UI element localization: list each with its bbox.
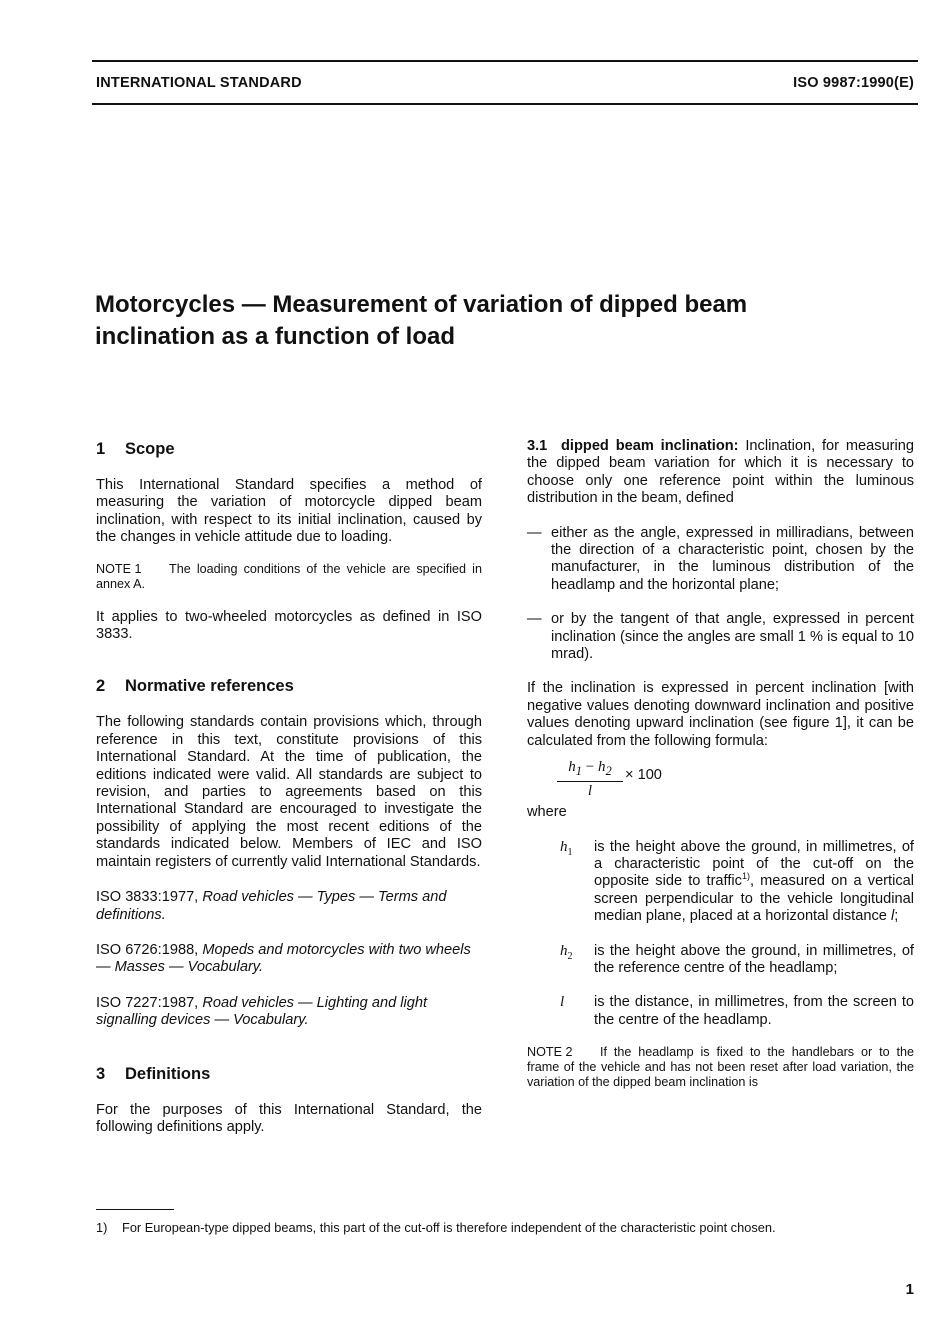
note-2: [527, 1045, 914, 1090]
footnote-number: 1): [96, 1220, 108, 1235]
variable-definition: [527, 994, 914, 1029]
formula-intro-paragraph: If the inclination is expressed in percent inclination [with negative values denoting downward inclination and positive values denoting upward inclination (see figure 1], it can be calculated from the following formula:: [527, 680, 914, 749]
footnote-ref: 1): [741, 871, 750, 882]
fraction-bar: [557, 781, 623, 782]
section-number: 2: [96, 677, 106, 696]
inclination-formula: [557, 758, 914, 800]
definition-3-1: [527, 438, 914, 508]
dash-list-item: [527, 611, 914, 663]
left-column: [96, 438, 482, 1136]
section-title: Normative references: [125, 677, 294, 696]
variable-text: is the height above the ground, in millimetres, of a characteristic point of the cut-off on the opposite side to traffic: [594, 838, 914, 890]
title-line-1: Motorcycles — Measurement of variation of dipped beam: [95, 291, 748, 318]
note-label: NOTE 1: [96, 561, 142, 576]
variable-text: is the distance, in millimetres, from the screen to the centre of the headlamp.: [594, 994, 914, 1028]
subscript: 2: [605, 764, 612, 779]
header-doc-number: ISO 9987:1990(E): [793, 75, 914, 91]
header-doc-type: INTERNATIONAL STANDARD: [96, 75, 302, 91]
variable-text: is the height above the ground, in millimetres, of the reference centre of the headlamp;: [594, 942, 914, 976]
footnote-rule: [96, 1209, 174, 1210]
symbol-h: h: [560, 838, 568, 855]
variable-definition: [527, 839, 914, 926]
header-bottom-rule: [92, 103, 918, 105]
subscript: 1: [575, 764, 583, 779]
formula-multiplier: × 100: [625, 767, 662, 784]
where-label: where: [527, 804, 567, 821]
subscript: 2: [567, 950, 573, 962]
variable-symbol: [560, 994, 564, 1011]
reference-code: ISO 3833:1977,: [96, 889, 199, 906]
formula-fraction: [557, 758, 623, 799]
note-1: [96, 562, 482, 592]
footnote: [96, 1220, 916, 1236]
dash-bullet: —: [527, 524, 542, 541]
section-number: 3: [96, 1064, 106, 1083]
scope-applies-paragraph: It applies to two-wheeled motorcycles as defined in ISO 3833.: [96, 608, 482, 643]
variable-symbol: [560, 839, 573, 861]
symbol-l: l: [890, 908, 895, 925]
scope-paragraph: This International Standard specifies a method of measuring the variation of motorcycle dipped beam inclination, with respect to its initial inclination, caused by the changes in vehicle attitude due to loading.: [96, 477, 482, 546]
symbol-h: h: [560, 942, 568, 959]
symbol-h: h: [597, 759, 606, 776]
dash-bullet: —: [527, 611, 542, 628]
reference-title: Mopeds and motorcycles with two wheels — Masses — Vocabulary.: [96, 941, 471, 976]
section-scope-heading: [96, 438, 482, 460]
normative-paragraph: The following standards contain provisions which, through reference in this text, constitute provisions of this International Standard. At the time of publication, the editions indicated were valid. All standards are subject to revision, and parties to agreements based on this International Standard are encouraged to investigate the possibility of applying the most recent editions of the standards indicated below. Members of IEC and ISO maintain registers of currently valid International Standards.: [96, 714, 482, 870]
symbol-h: h: [568, 759, 576, 776]
title-line-2: inclination as a function of load: [95, 323, 456, 350]
reference-code: ISO 6726:1988,: [96, 941, 199, 958]
formula-numerator: [557, 758, 623, 780]
section-title: Definitions: [125, 1064, 211, 1083]
dash-list-item: [527, 525, 914, 595]
header-top-rule: [92, 60, 918, 62]
section-number: 1: [96, 440, 106, 458]
definition-term: dipped beam inclination:: [561, 438, 739, 454]
page-number: 1: [905, 1281, 914, 1298]
dash-item-text: either as the angle, expressed in milliradians, between the direction of a characteristic point, chosen by the manufacturer, in the luminous distribution of the headlamp and the horizontal plane;: [551, 524, 914, 593]
definition-number: 3.1: [527, 438, 548, 454]
note-label: NOTE 2: [527, 1045, 573, 1060]
note-text: If the headlamp is fixed to the handlebars or to the frame of the vehicle and has not been reset after load variation, the variation of the dipped beam inclination is: [527, 1045, 914, 1090]
dash-item-text: or by the tangent of that angle, expressed in percent inclination (since the angles are small 1 % is equal to 10 mrad).: [551, 611, 914, 663]
variable-text: , measured on a vertical screen perpendicular to the vehicle longitudinal median plane, placed at a horizontal distance: [594, 873, 914, 925]
note-text: The loading conditions of the vehicle are specified in annex A.: [96, 561, 482, 591]
right-column: [527, 438, 914, 1090]
reference-code: ISO 7227:1987,: [96, 994, 199, 1011]
formula-denominator: l: [587, 783, 593, 800]
reference-item: [96, 995, 482, 1030]
reference-item: [96, 942, 482, 977]
document-title: [95, 289, 855, 353]
definition-text: Inclination, for measuring the dipped beam variation for which it is necessary to choose only one reference point within the luminous distribution in the beam, defined: [527, 438, 915, 507]
section-normative-heading: [96, 675, 482, 697]
reference-title: Road vehicles — Types — Terms and definitions.: [96, 889, 447, 923]
symbol-l: l: [560, 994, 565, 1011]
minus-sign: −: [582, 759, 598, 776]
variable-definition: [527, 943, 914, 978]
footnote-text: For European-type dipped beams, this part of the cut-off is therefore independent of the characteristic point chosen.: [122, 1220, 776, 1235]
section-title: Scope: [125, 440, 175, 458]
variable-text: ;: [894, 908, 899, 925]
variable-symbol: [560, 943, 573, 965]
reference-item: [96, 889, 482, 924]
section-definitions-heading: [96, 1063, 482, 1085]
reference-title: Road vehicles — Lighting and light signalling devices — Vocabulary.: [96, 994, 428, 1029]
subscript: 1: [567, 846, 573, 858]
definitions-paragraph: For the purposes of this International Standard, the following definitions apply.: [96, 1101, 482, 1135]
